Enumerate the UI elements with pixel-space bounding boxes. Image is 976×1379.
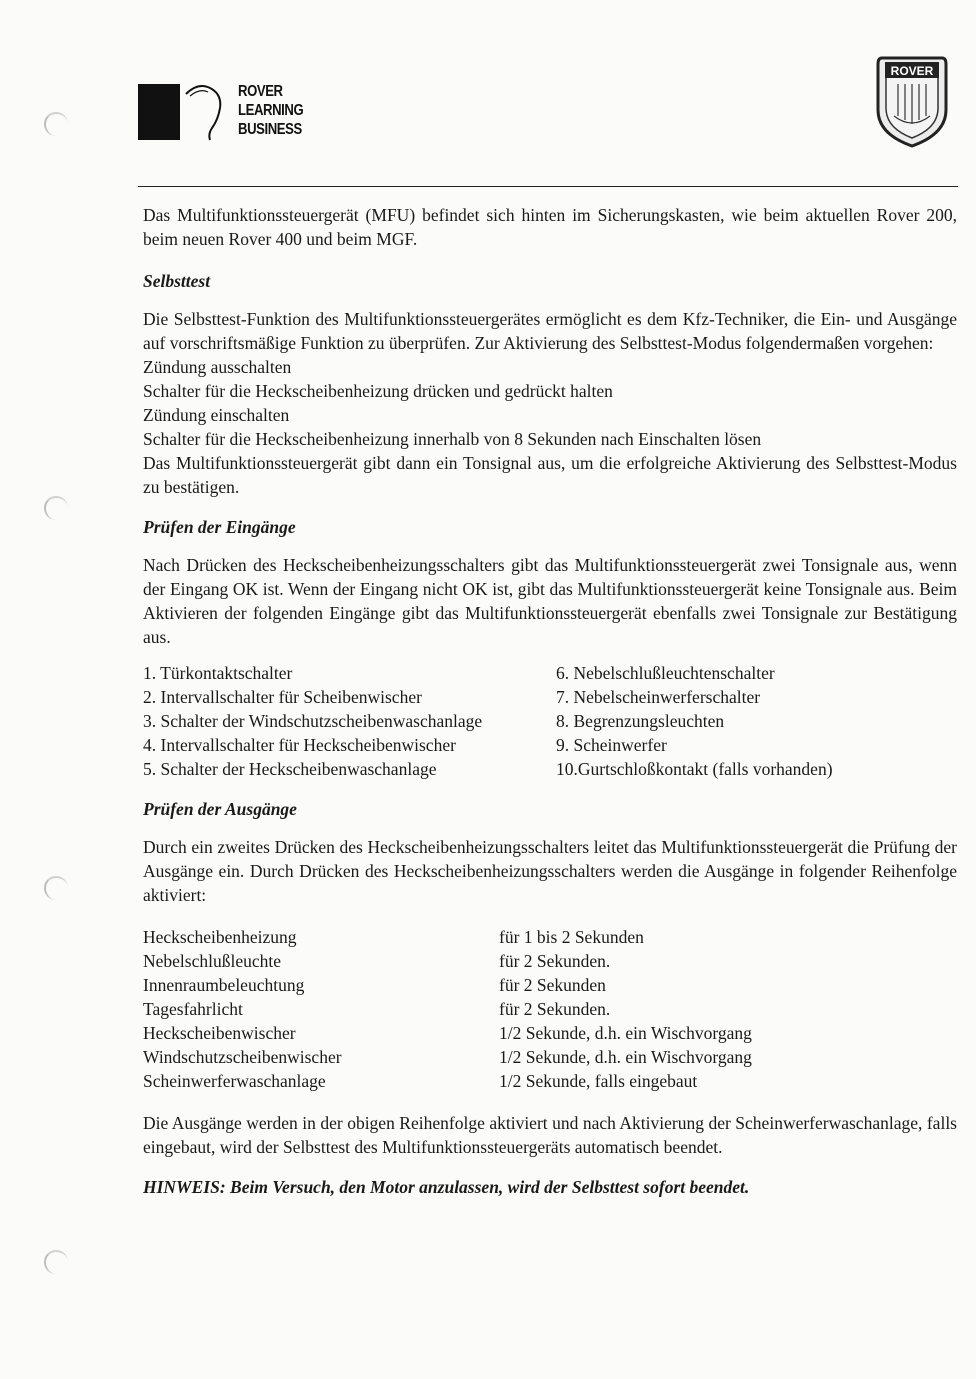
page-header xyxy=(138,64,958,180)
logo-line: BUSINESS xyxy=(238,121,302,138)
output-names xyxy=(143,925,499,1093)
list-item: 10.Gurtschloßkontakt (falls vorhanden) xyxy=(556,759,833,779)
list-item: 1. Türkontaktschalter xyxy=(143,663,293,683)
output-duration: 1/2 Sekunde, d.h. ein Wischvorgang xyxy=(499,1023,752,1043)
output-duration: 1/2 Sekunde, falls eingebaut xyxy=(499,1071,698,1091)
output-duration: für 1 bis 2 Sekunden xyxy=(499,927,644,947)
output-name: Tagesfahrlicht xyxy=(143,999,243,1019)
input-list-right xyxy=(556,661,956,781)
list-item: 8. Begrenzungsleuchten xyxy=(556,711,725,731)
intro-paragraph: Das Multifunktionssteuergerät (MFU) befindet sich hinten im Sicherungskasten, wie beim aktuellen Rover 200, beim neuen Rover 400 und beim MGF. xyxy=(143,205,957,249)
section-heading-selbsttest: Selbsttest xyxy=(143,271,211,291)
output-name: Scheinwerferwaschanlage xyxy=(143,1071,326,1091)
document-body xyxy=(143,203,957,1199)
output-duration: für 2 Sekunden. xyxy=(499,999,611,1019)
selbsttest-conclusion: Das Multifunktionssteuergerät gibt dann ein Tonsignal aus, um die erfolgreiche Aktivierung des Selbsttest-Modus zu bestätigen. xyxy=(143,453,957,497)
selbsttest-step: Zündung ausschalten xyxy=(143,357,292,377)
input-list xyxy=(143,661,957,781)
output-duration: für 2 Sekunden xyxy=(499,975,606,995)
input-list-left xyxy=(143,661,556,781)
ausgaenge-closing: Die Ausgänge werden in der obigen Reihenfolge aktiviert und nach Aktivierung der Scheinwerferwaschanlage, falls eingebaut, wird der Selbsttest des Multifunktionssteuergeräts automatisch beendet. xyxy=(143,1113,957,1157)
selbsttest-step: Schalter für die Heckscheibenheizung innerhalb von 8 Sekunden nach Einschalten lösen xyxy=(143,429,762,449)
output-durations xyxy=(499,925,939,1093)
punch-hole-mark xyxy=(44,876,68,900)
output-table xyxy=(143,925,957,1093)
punch-hole-mark xyxy=(44,112,68,136)
logo-line: LEARNING xyxy=(238,102,304,119)
list-item: 9. Scheinwerfer xyxy=(556,735,667,755)
output-duration: 1/2 Sekunde, d.h. ein Wischvorgang xyxy=(499,1047,752,1067)
output-name: Windschutzscheibenwischer xyxy=(143,1047,342,1067)
output-name: Nebelschlußleuchte xyxy=(143,951,282,971)
selbsttest-step: Zündung einschalten xyxy=(143,405,290,425)
output-duration: für 2 Sekunden. xyxy=(499,951,611,971)
punch-hole-mark xyxy=(44,1250,68,1274)
list-item: 3. Schalter der Windschutzscheibenwaschanlage xyxy=(143,711,483,731)
list-item: 7. Nebelscheinwerferschalter xyxy=(556,687,761,707)
section-heading-ausgaenge: Prüfen der Ausgänge xyxy=(143,799,297,819)
list-item: 5. Schalter der Heckscheibenwaschanlage xyxy=(143,759,437,779)
logo-wordmark xyxy=(238,82,303,139)
punch-hole-mark xyxy=(44,496,68,520)
logo-swoosh-icon xyxy=(182,80,230,142)
header-divider xyxy=(138,186,958,187)
eingaenge-paragraph: Nach Drücken des Heckscheibenheizungsschalters gibt das Multifunktionssteuergerät zwei Tonsignale aus, wenn der Eingang OK ist. Wenn der Eingang nicht OK ist, gibt das Multifunktionssteuergerät keine Tonsignale aus. Beim Aktivieren der folgenden Eingänge gibt das Multifunktionssteuergerät ebenfalls zwei Tonsignale zur Bestätigung aus. xyxy=(143,555,957,647)
note-hinweis: HINWEIS: Beim Versuch, den Motor anzulassen, wird der Selbsttest sofort beendet. xyxy=(143,1177,750,1197)
section-heading-eingaenge: Prüfen der Eingänge xyxy=(143,517,296,537)
logo-line: ROVER xyxy=(238,83,283,100)
list-item: 2. Intervallschalter für Scheibenwischer xyxy=(143,687,422,707)
list-item: 4. Intervallschalter für Heckscheibenwischer xyxy=(143,735,456,755)
list-item: 6. Nebelschlußleuchtenschalter xyxy=(556,663,775,683)
rover-badge-icon xyxy=(876,54,948,150)
ausgaenge-paragraph: Durch ein zweites Drücken des Heckscheibenheizungsschalters leitet das Multifunktionssteuergerät die Prüfung der Ausgänge ein. Durch Drücken des Heckscheibenheizungsschalters werden die Ausgänge in folgender Reihenfolge aktiviert: xyxy=(143,837,957,905)
badge-text: ROVER xyxy=(890,64,934,78)
output-name: Heckscheibenheizung xyxy=(143,927,297,947)
selbsttest-step: Schalter für die Heckscheibenheizung drücken und gedrückt halten xyxy=(143,381,613,401)
output-name: Heckscheibenwischer xyxy=(143,1023,296,1043)
selbsttest-paragraph: Die Selbsttest-Funktion des Multifunktionssteuergerätes ermöglicht es dem Kfz-Techniker, die Ein- und Ausgänge auf vorschriftsmäßige Funktion zu überprüfen. Zur Aktivierung des Selbsttest-Modus folgendermaßen vorgehen: xyxy=(143,309,957,353)
output-name: Innenraumbeleuchtung xyxy=(143,975,305,995)
logo-block xyxy=(138,84,180,140)
